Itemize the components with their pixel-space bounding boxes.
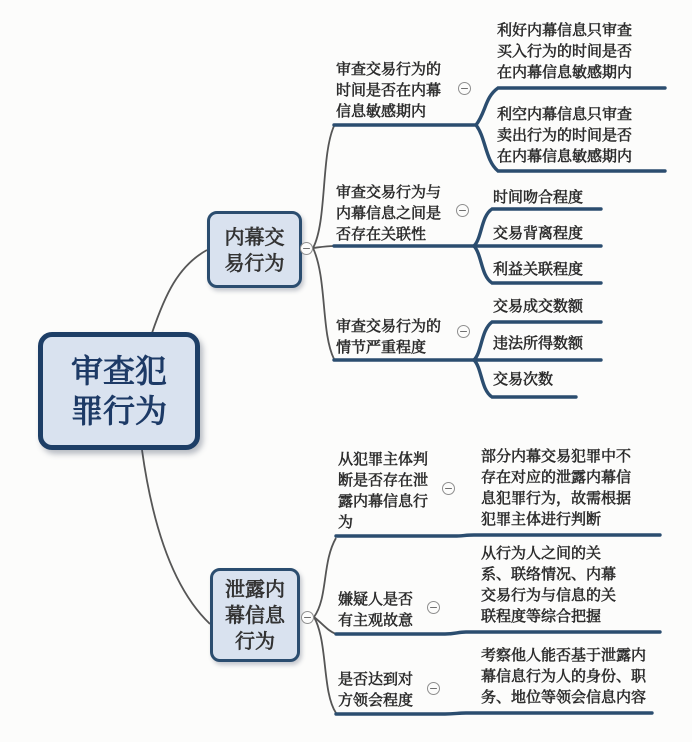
collapse-toggle-icon[interactable] — [427, 682, 440, 695]
subtopic-trade-info-correlation: 审查交易行为与内幕信息之间是否存在关联性 — [336, 183, 442, 243]
subtopic-subjective-intent: 嫌疑人是否有主观故意 — [338, 590, 414, 629]
leaf-unfavorable-info-sell-timing: 利空内幕信息只审查卖出行为的时间是否在内幕信息敏感期内 — [497, 105, 633, 165]
collapse-toggle-icon[interactable] — [458, 82, 471, 95]
collapse-toggle-icon[interactable] — [442, 482, 455, 495]
subtopic-criminal-subject: 从犯罪主体判断是否存在泄露内幕信息行为 — [338, 450, 429, 531]
connector-branch1-subtopic2 — [313, 246, 334, 248]
minus-icon — [303, 248, 310, 250]
subtopic-severity: 审查交易行为的情节严重程度 — [336, 317, 442, 356]
leaf-examine-comprehension: 考察他人能否基于泄露内幕信息行为人的身份、职务、地位等领会信息内容 — [481, 646, 647, 706]
minus-icon — [430, 688, 437, 690]
minus-icon — [445, 488, 452, 490]
collapse-toggle-icon[interactable] — [301, 611, 314, 624]
subtopic-comprehension-degree: 是否达到对方领会程度 — [338, 670, 414, 709]
collapse-toggle-icon[interactable] — [300, 242, 313, 255]
connector-branch1-subtopic3 — [313, 248, 334, 359]
collapse-toggle-icon[interactable] — [457, 325, 470, 338]
subtopic-trade-timing: 审查交易行为的时间是否在内幕信息敏感期内 — [336, 60, 442, 120]
branch-topic-insider-trading: 内幕交易行为 — [207, 211, 302, 288]
leaf-interest-correlation: 利益关联程度 — [493, 260, 584, 278]
underline-subtopic5-leaf10 — [336, 632, 660, 634]
branch-topic-leaking-inside-info: 泄露内幕信息行为 — [210, 568, 300, 662]
minus-icon — [430, 607, 437, 609]
leaf-judge-by-criminal-subject: 部分内幕交易犯罪中不存在对应的泄露内幕信息犯罪行为，故需根据犯罪主体进行判断 — [481, 447, 632, 528]
leaf-comprehensive-grasp: 从行为人之间的关系、联络情况、内幕交易行为与信息的关联程度等综合把握 — [481, 544, 617, 625]
minus-icon — [304, 617, 311, 619]
connector-root-branch2 — [142, 450, 210, 624]
minus-icon — [460, 331, 467, 333]
leaf-trade-deviation: 交易背离程度 — [493, 224, 584, 242]
leaf-time-coincidence: 时间吻合程度 — [493, 188, 584, 206]
leaf-transaction-count: 交易次数 — [493, 370, 554, 388]
connector-branch2-subtopic1 — [314, 538, 336, 617]
collapse-toggle-icon[interactable] — [427, 601, 440, 614]
collapse-toggle-icon[interactable] — [456, 204, 469, 217]
minus-icon — [461, 88, 468, 90]
connector-branch1-subtopic1 — [313, 126, 334, 248]
leaf-transaction-amount: 交易成交数额 — [493, 297, 584, 315]
root-topic: 审查犯罪行为 — [38, 332, 200, 450]
minus-icon — [459, 210, 466, 212]
underline-subtopic4-leaf9 — [336, 535, 660, 536]
connector-root-branch1 — [152, 250, 207, 333]
leaf-illegal-gains-amount: 违法所得数额 — [493, 334, 584, 352]
underline-subtopic6-leaf11 — [336, 713, 652, 714]
leaf-favorable-info-buy-timing: 利好内幕信息只审查买入行为的时间是否在内幕信息敏感期内 — [497, 21, 633, 81]
